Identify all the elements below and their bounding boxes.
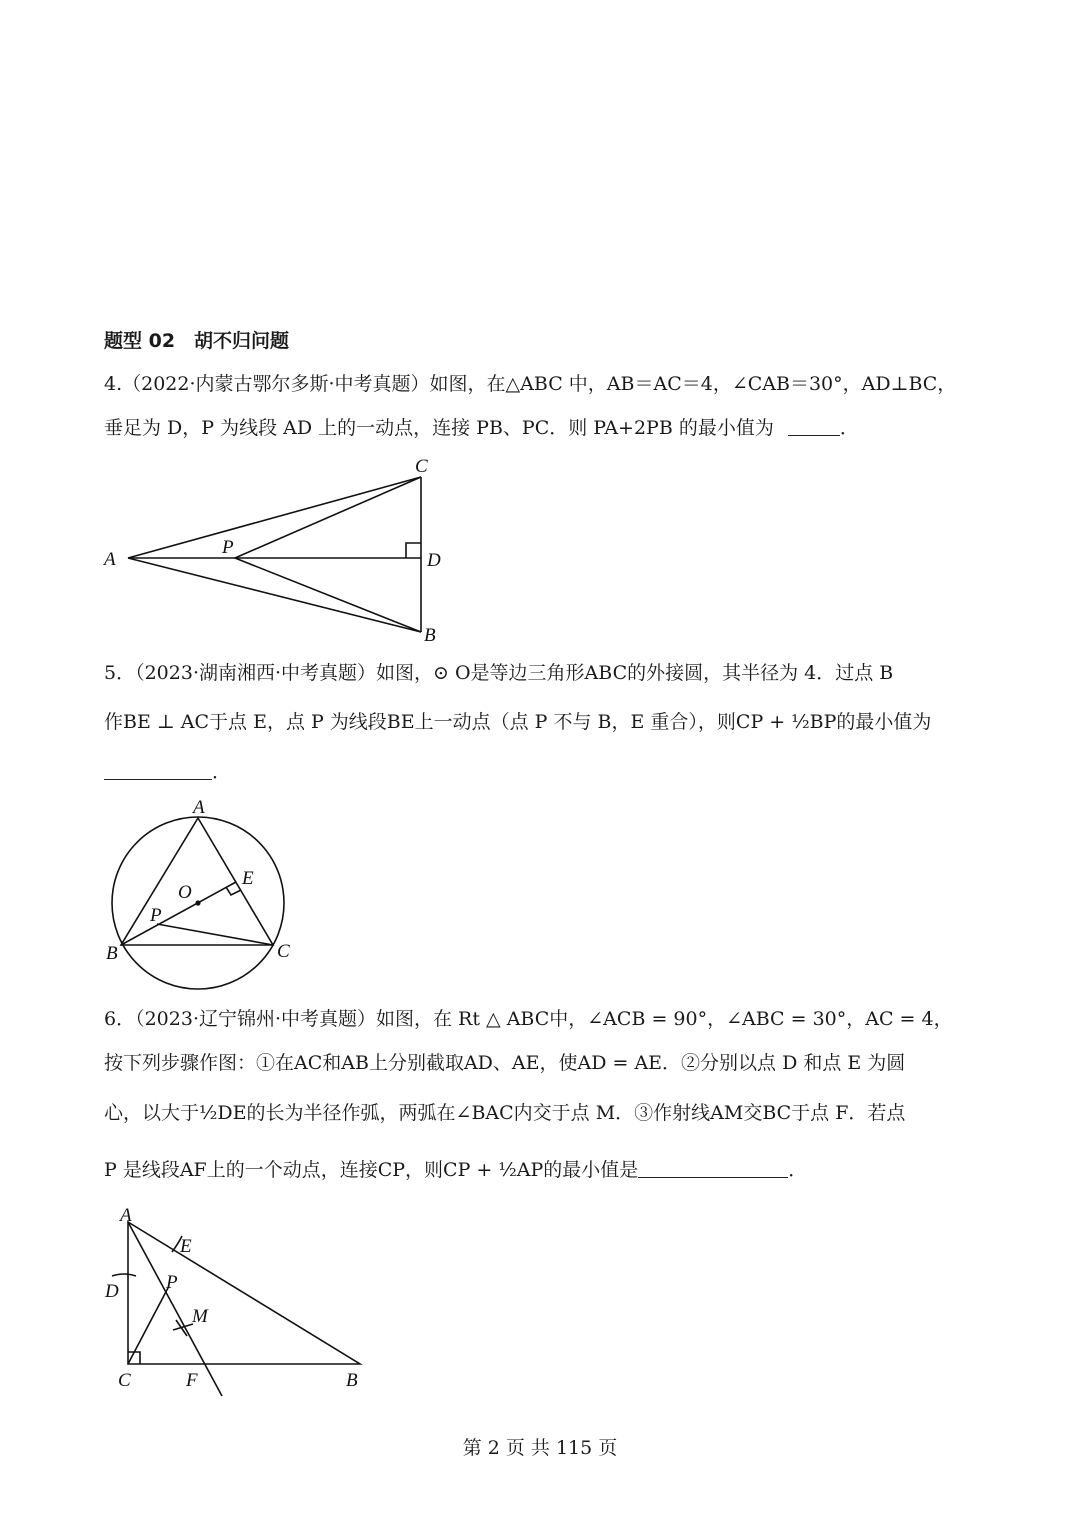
q4-label-d: D [427, 550, 441, 571]
q4-line-1: 4.（2022·内蒙古鄂尔多斯·中考真题）如图，在△ABC 中，AB＝AC＝4，∠CAB＝30°，AD⊥BC， [104, 373, 957, 395]
q6-label-m: M [192, 1306, 208, 1327]
q6-line-4-text: P 是线段AF上的一个动点，连接CP，则CP + ½AP的最小值是 [104, 1159, 639, 1181]
q5-label-e: E [242, 868, 254, 889]
q5-label-b: B [106, 943, 118, 964]
q4-label-c: C [415, 456, 428, 477]
q4-label-a: A [104, 549, 116, 570]
q5-label-a: A [193, 797, 205, 818]
q6-line-4-end: ． [788, 1159, 808, 1181]
q6-label-f: F [186, 1370, 198, 1391]
q6-line-1: 6．（2023·辽宁锦州·中考真题）如图，在 Rt △ ABC中，∠ACB = 90°，∠ABC = 30°，AC = 4， [104, 1008, 953, 1030]
q4-label-p: P [222, 537, 234, 558]
q5-line-2: 作BE ⊥ AC于点 E，点 P 为线段BE上一动点（点 P 不与 B，E 重合），则CP + ½BP的最小值为 [104, 711, 932, 733]
q6-arc-d [112, 1274, 136, 1276]
q6-label-a: A [120, 1205, 132, 1226]
q6-line-2: 按下列步骤作图：①在AC和AB上分别截取AD、AE，使AD = AE．②分别以点 D 和点 E 为圆 [104, 1052, 906, 1074]
section-title: 题型 02 胡不归问题 [104, 330, 290, 352]
q4-line-2-end: ． [839, 417, 859, 439]
q5-label-o: O [178, 882, 192, 903]
q5-label-c: C [277, 941, 290, 962]
q6-label-c: C [118, 1370, 131, 1391]
q6-label-d: D [105, 1281, 119, 1302]
q4-line-2-text: 垂足为 D，P 为线段 AD 上的一动点，连接 PB、PC．则 PA+2PB 的最小值为 [104, 417, 774, 439]
page-footer: 第 2 页 共 115 页 [462, 1437, 618, 1459]
q5-line-3-end: ． [212, 761, 232, 783]
q4-label-b: B [424, 625, 436, 646]
q6-line-3: 心，以大于½DE的长为半径作弧，两弧在∠BAC内交于点 M．③作射线AM交BC于点 F．若点 [104, 1102, 906, 1124]
q5-line-1: 5．（2023·湖南湘西·中考真题）如图，⊙ O是等边三角形ABC的外接圆，其半径为 4．过点 B [104, 662, 894, 684]
q6-label-e: E [180, 1236, 192, 1257]
q6-label-p: P [166, 1272, 178, 1293]
q5-label-p: P [150, 905, 162, 926]
q6-label-b: B [346, 1370, 358, 1391]
